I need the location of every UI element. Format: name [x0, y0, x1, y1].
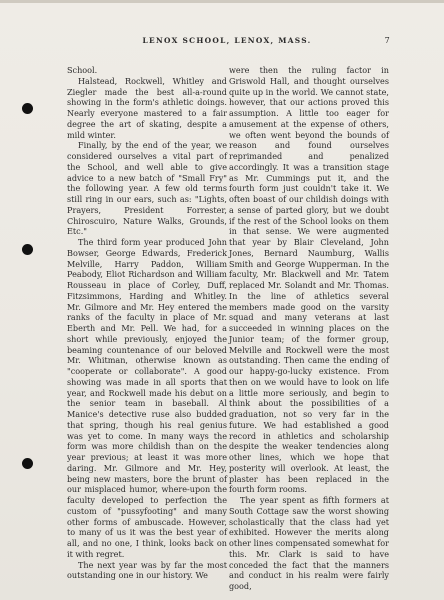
- running-header: [63, 36, 391, 50]
- paragraph: The third form year produced John Bowser, George Edwards, Frederick Melville, Harry Paddon, William Peabody, Eliot Richardson and William Rousseau in place of Corley, Duff, Fitzsimmons, Harding and Whitley. Mr. Gilmore and Mr. Hey entered the ranks of the faculty in place of Mr. Eberth and Mr. Pell. We had, for a short while previously, enjoyed the beaming countenance of our beloved Mr. Whitman, otherwise known as "cooperate or collaborate". A good showing was made in all sports that year, and Rockwell made his debut on the senior team in baseball. Al Manice's detective ruse also budded that spring, though his real genius was yet to come. In many ways the form was more childish than on the year previous; at least it was more daring. Mr. Gilmore and Mr. Hey, being new masters, bore the brunt of our misplaced humor, where-upon the faculty developed to perfection the custom of "pussyfooting" and many other forms of ambuscade. However, to many of us it was the best year of all, and no one, I think, looks back on it with regret.: [67, 237, 227, 559]
- binder-hole-middle: [22, 244, 33, 255]
- paragraph: Finally, by the end of the year, we considered ourselves a vital part of the School, and well able to give advice to a new batch of "Small Fry" the following year. A few old terms still ring in our ears, such as: "Lights, Prayers, President Forrester, Chiroscuiro, Nature Walks, Grounds, Etc.": [67, 140, 227, 237]
- running-title: LENOX SCHOOL, LENOX, MASS.: [142, 36, 312, 45]
- page-number: 7: [384, 36, 391, 45]
- binder-hole-bottom: [22, 458, 33, 469]
- scan-border: [0, 0, 444, 3]
- paragraph: The year spent as fifth formers at South Cottage saw the worst showing scholastically that the class had yet exhibited. However the merits along other lines compensated somewhat for this. Mr. Clark is said to have conceded the fact that the manners and conduct in his realm were fairly good,: [229, 495, 389, 591]
- paragraph: The next year was by far the most outstanding one in our history. We: [67, 559, 227, 581]
- binder-hole-top: [22, 103, 33, 114]
- left-column: [67, 65, 227, 581]
- right-column: [229, 65, 389, 592]
- paragraph: were then the ruling factor in Griswold Hall, and thought ourselves quite up in the world. We cannot state, however, that our actions proved this assumption. A little too eager for amusement at the expense of others, we often went beyond the bounds of reason and found ourselves reprimanded and penalized accordingly. It was a transition stage as Mr. Cummings put it, and the fourth form just couldn't take it. We often boast of our childish doings with a sense of parted glory, but we doubt if the rest of the School looks on them in that sense. We were augmented that year by Blair Cleveland, John Jones, Bernard Naumburg, Wallis Smith and George Wupperman. In the faculty, Mr. Blackwell and Mr. Tatem replaced Mr. Solandt and Mr. Thomas. In the line of athletics several members made good on the varsity squad and many veterans at last succeeded in winning places on the Junior team; of the former group, Melville and Rockwell were the most outstanding. Then came the ending of our happy-go-lucky existence. From then on we would have to look on life a little more seriously, and begin to think about the possibilities of a graduation, not so very far in the future. We had established a good record in athletics and scholarship despite the weaker tendencies along other lines, which we hope that posterity will overlook. At least, the plaster has been replaced in the fourth form rooms.: [229, 65, 389, 495]
- paragraph: Halstead, Rockwell, Whitley and Ziegler made the best all-a-round showing in the form's athletic doings. Nearly everyone mastered to a fair degree the art of skating, despite a mild winter.: [67, 75, 227, 140]
- paragraph: School.: [67, 65, 98, 75]
